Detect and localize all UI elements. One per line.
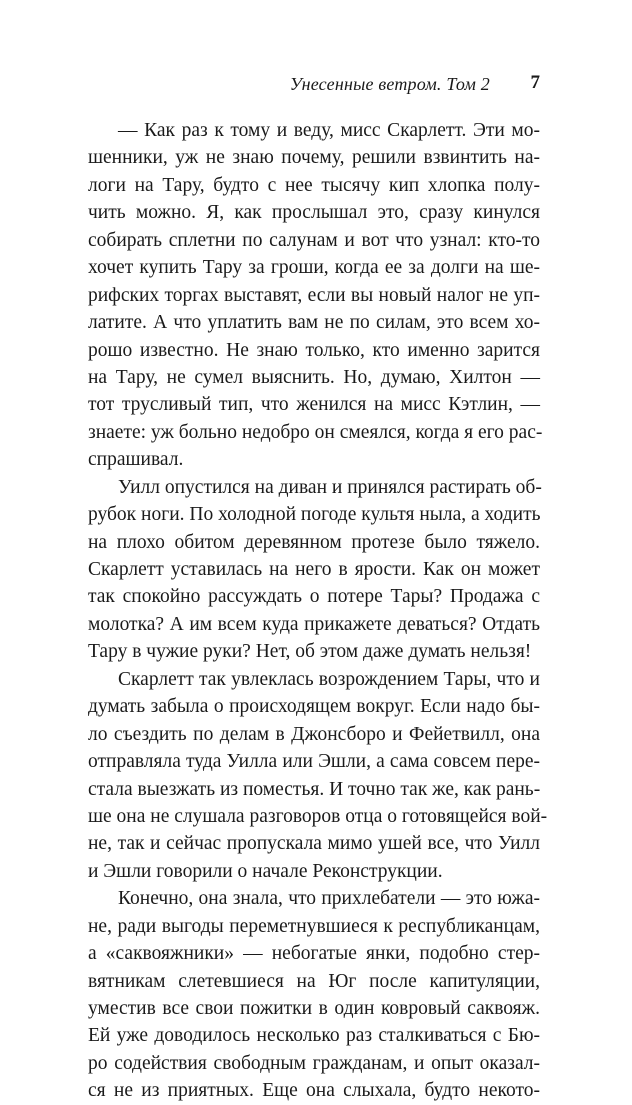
- text-line: шенники, уж не знаю почему, решили взвинтить на-: [88, 147, 540, 169]
- text-line: ро содействия свободным гражданам, и опыт оказал-: [88, 1052, 540, 1074]
- text-line: уместив все свои пожитки в один ковровый саквояж.: [88, 998, 540, 1019]
- text-line: Скарлетт так увлеклась возрождением Тары, что и: [118, 668, 540, 690]
- text-line: спрашивал.: [88, 449, 184, 471]
- running-header-title: Унесенные ветром. Том 2: [289, 74, 490, 94]
- text-line: Уилл опустился на диван и принялся растирать об-: [118, 476, 542, 498]
- text-line: тот трусливый тип, что женился на мисс Кэтлин, —: [88, 394, 540, 416]
- text-line: рубок ноги. По холодной погоде культя ныла, а ходить: [88, 504, 541, 526]
- text-line: отправляла туда Уилла или Эшли, а сама совсем пере-: [88, 751, 540, 773]
- body-text: [88, 117, 548, 1105]
- text-line: знаете: уж больно недобро он смеялся, когда я его рас-: [88, 421, 543, 443]
- text-line: Тару в чужие руки? Нет, об этом даже думать нельзя!: [88, 641, 532, 663]
- text-line: латите. А что уплатить вам не по силам, это всем хо-: [88, 312, 540, 334]
- text-line: молотка? А им всем куда прикажете деваться? Отдать: [88, 613, 540, 635]
- text-line: ло съездить по делам в Джонсборо и Фейетвилл, она: [88, 723, 540, 745]
- text-line: — Как раз к тому и веду, мисс Скарлетт. Эти мо-: [118, 120, 540, 141]
- text-line: чить можно. Я, как прослышал это, сразу кинулся: [88, 202, 540, 224]
- text-line: Ей уже доводилось несколько раз сталкиваться с Бю-: [88, 1025, 540, 1047]
- text-line: логи на Тару, будто с нее тысячу кип хлопка полу-: [88, 174, 540, 196]
- text-line: рошо известно. Не знаю только, кто именно зарится: [88, 339, 540, 361]
- text-line: вятникам слетевшиеся на Юг после капитуляции,: [88, 970, 540, 992]
- text-line: рифских торгах выставят, если вы новый налог не уп-: [88, 284, 540, 306]
- text-line: на Тару, не сумел выяснить. Но, думаю, Хилтон —: [88, 366, 540, 388]
- text-line: Скарлетт уставилась на него в ярости. Как он может: [88, 559, 540, 580]
- text-line: хочет купить Тару за гроши, когда ее за долги на ше-: [88, 257, 540, 279]
- text-line: ше она не слушала разговоров отца о готовящейся вой-: [88, 805, 548, 827]
- text-line: не, ради выгоды переметнувшиеся к республиканцам,: [88, 915, 540, 937]
- text-line: стала выезжать из поместья. И точно так же, как рань-: [88, 778, 541, 800]
- text-line: на плохо обитом деревянном протезе было тяжело.: [88, 531, 540, 553]
- text-line: Конечно, она знала, что прихлебатели — это южа-: [118, 888, 540, 910]
- running-header: [88, 72, 540, 102]
- text-line: не, так и сейчас пропускала мимо ушей все, что Уилл: [88, 833, 540, 855]
- text-line: так спокойно рассуждать о потере Тары? Продажа с: [88, 586, 540, 608]
- text-line: думать забыла о происходящем вокруг. Если надо бы-: [88, 696, 540, 718]
- text-line: собирать сплетни по салунам и вот что узнал: кто-то: [88, 229, 540, 251]
- book-page: [88, 0, 548, 1102]
- page-number: 7: [530, 72, 540, 93]
- text-line: а «саквояжники» — небогатые янки, подобно стер-: [88, 943, 540, 965]
- text-line: и Эшли говорили о начале Реконструкции.: [88, 860, 443, 882]
- text-line: ся не из приятных. Еще она слыхала, будто некото-: [88, 1080, 540, 1102]
